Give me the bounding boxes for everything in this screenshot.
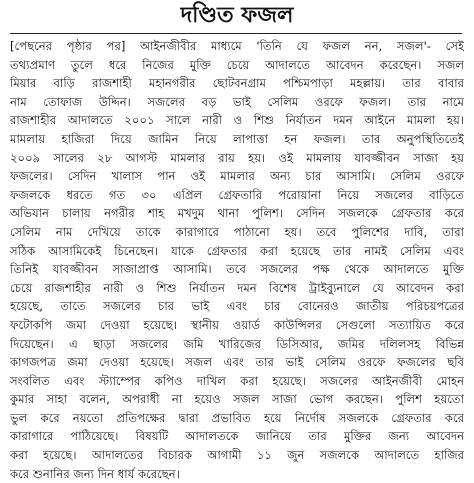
article-line: সঠিক আসামিকেই চিনেছেন। যাকে গ্রেফতার করা হয়েছে তার নামই সেলিম এবং — [10, 243, 464, 258]
article-line: মিয়ার বাড়ি রাজশাহী মহানগরীর ছোটবনগ্রাম পশ্চিমপাড়া মহল্লায়। তার বাবার — [10, 76, 464, 91]
article-line: মামলায় হাজিরা দিয়ে জামিন নিয়ে লাপাত্তা হন ফজল। তার অনুপস্থিতিতেই — [10, 131, 464, 146]
article-line: তথ্যপ্রমাণ তুলে ধরে নিজের মুক্তি চেয়ে আদালতে আবেদন করেছেন। সজল — [10, 57, 464, 72]
article-line: তিনিই যাবজ্জীবন সাজাপ্রাপ্ত আসামি। তবে সজলের পক্ষ থেকে আদালতে মুক্তি — [10, 262, 464, 277]
article-headline: দণ্ডিত ফজল — [180, 3, 294, 28]
article-line: ফটোকপি জমা দেওয়া হয়েছে। স্থানীয় ওয়ার্ড কাউন্সিলর সেগুলো সত্যায়িত করে — [10, 317, 464, 332]
article-line: রাজশাহীর আদালতে ২০০১ সালে নারী ও শিশু নির্যাতন দমন আইনে মামলা হয়। — [10, 113, 464, 128]
article-line: অভিযান চালায় নগরীর শাহ মখদুম থানা পুলিশ। সেদিন সজলকে গ্রেফতার করে — [10, 206, 464, 221]
article-line: ভুল করে নয়তো প্রতিপক্ষের দ্বারা প্রভাবিত হয়ে নির্দোষ সজলকে গ্রেফতার করে — [10, 410, 464, 425]
article-line: করে শুনানির জন্য দিন ধার্য করেছেন। — [10, 466, 180, 481]
article-line: ফজলের। সেদিন খালাস পান ওই মামলার অন্য চার আসামি। সেলিম ওরফে — [10, 169, 464, 184]
article-line: কাগজপত্র জমা দেওয়া হয়েছে। সজল এবং তার ভাই সেলিম ওরফে ফজলের ছবি — [10, 355, 464, 370]
article-line: চেয়ে রাজশাহীর নারী ও শিশু নির্যাতন দমন বিশেষ ট্রাইব্যুনালে যে আবেদন করা — [10, 280, 464, 295]
article-line: হয়েছে, তাতে সজলের চার ভাই এবং চার বোনেরও জাতীয় পরিচয়পত্রের — [10, 299, 464, 314]
article-line: কুমার সাহা বলেন, অপরাধী না হয়েও সজল সাজা ভোগ করছেন। পুলিশ হয়তো — [10, 392, 464, 407]
article-line: সংবলিত এবং স্ট্যাম্পের কপিও দাখিল করা হয়েছে। সজলের আইনজীবী মোহন — [10, 373, 464, 388]
article-line: ফজলকে ধরতে গত ৩০ এপ্রিল গ্রেফতারি পরোয়ানা নিয়ে সজলের বাড়িতে — [10, 187, 464, 202]
article-body — [10, 37, 464, 483]
article-line: করা হয়েছে। আদালতের বিচারক আগামী ১১ জুন সজলকে আদালতে হাজির — [10, 448, 464, 463]
article-line: নাম তোফাজ উদ্দিন। সজলের বড় ভাই সেলিম ওরফে ফজল। তার নামে — [10, 94, 464, 109]
article-line: [পেছনের পৃষ্ঠার পর] আইনজীবীর মাধ্যমে 'তিনি যে ফজল নন, সজল'- সেই — [10, 39, 464, 53]
article-line: কারাগারে পাঠিয়েছে। বিষয়টি আদালতকে জানিয়ে তার মুক্তির জন্য আবেদন — [10, 429, 464, 444]
article-line: সেলিম নাম দেখিয়ে তাকে কারাগারে পাঠানো হয়। তবে পুলিশের দাবি, তারা — [10, 224, 464, 239]
article-line: ২০০৯ সালের ২৮ আগস্ট মামলার রায় হয়। ওই মামলায় যাবজ্জীবন সাজা হয় — [10, 150, 464, 165]
article-line: দিয়েছেন। এ ছাড়া সজলের জমি খারিজের ডিসিআর, জমির দলিলসহ বিভিন্ন — [10, 336, 464, 351]
headline-divider — [10, 33, 462, 34]
